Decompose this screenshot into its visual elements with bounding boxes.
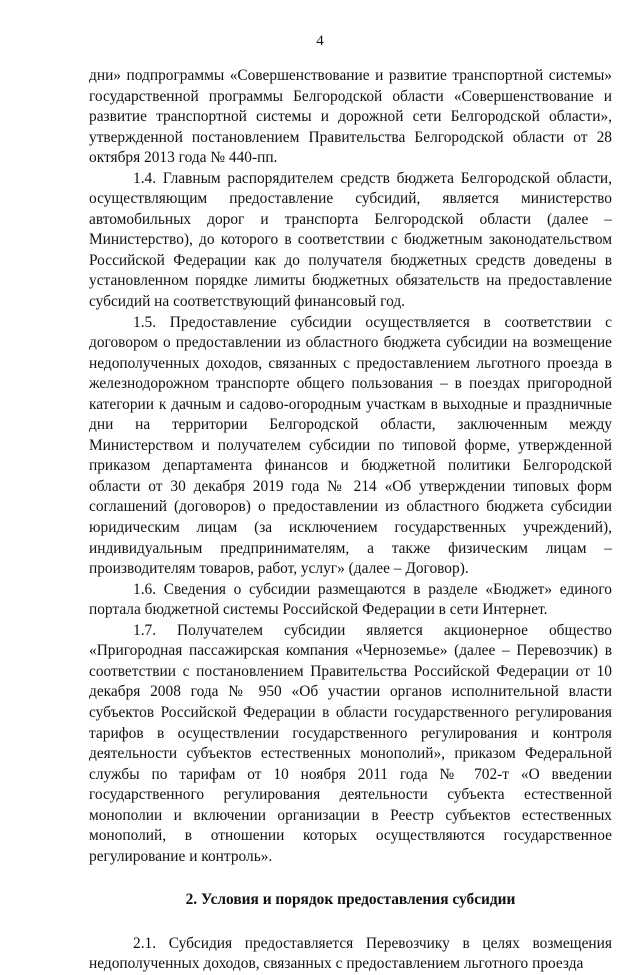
page-number: 4 xyxy=(316,33,324,49)
section-heading: 2. Условия и порядок предоставления субсидии xyxy=(185,891,516,909)
paragraph-1-4: 1.4. Главным распорядителем средств бюджета Белгородской области, осуществляющим предоставление субсидий, является министерство автомобильных дорог и транспорта Белгородской области (далее – Министерство), до которого в соответствии с бюджетным законодательством Российской Федерации как до получателя бюджетных средств доведены в установленном порядке лимиты бюджетных обязательств на предоставление субсидий на соответствующий финансовый год. xyxy=(89,169,612,311)
paragraph-2-1: 2.1. Субсидия предоставляется Перевозчику в целях возмещения недополученных доходов, связанных с предоставлением льготного проезда xyxy=(89,934,612,973)
paragraph-1-5: 1.5. Предоставление субсидии осуществляется в соответствии с договором о предоставлении из областного бюджета субсидии на возмещение недополученных доходов, связанных с предоставлением льготного проезда в железнодорожном транспорте общего пользования – в поездах пригородной категории к дачным и садово-огородным участкам в выходные и праздничные дни на территории Белгородской области, заключенным между Министерством и получателем субсидии по типовой форме, утвержденной приказом департамента финансов и бюджетной политики Белгородской области от 30 декабря 2019 года № 214 «Об утверждении типовых форм соглашений (договоров) о предоставлении из областного бюджета субсидии юридическим лицам (за исключением государственных учреждений), индивидуальным предпринимателям, а также физическим лицам – производителям товаров, работ, услуг» (далее – Договор). xyxy=(89,313,612,578)
paragraph-1-6: 1.6. Сведения о субсидии размещаются в разделе «Бюджет» единого портала бюджетной системы Российской Федерации в сети Интернет. xyxy=(89,580,612,619)
document-body xyxy=(89,66,612,975)
paragraph-continuation: дни» подпрограммы «Совершенствование и развитие транспортной системы» государственной программы Белгородской области «Совершенствование и развитие транспортной системы и дорожной сети Белгородской области», утвержденной постановлением Правительства Белгородской области от 28 октября 2013 года № 440-пп. xyxy=(89,67,612,167)
paragraph-1-7: 1.7. Получателем субсидии является акционерное общество «Пригородная пассажирская компания «Черноземье» (далее – Перевозчик) в соответствии с постановлением Правительства Российской Федерации от 10 декабря 2008 года № 950 «Об участии органов исполнительной власти субъектов Российской Федерации в области государственного регулирования тарифов в осуществлении государственного регулирования и контроля деятельности субъектов естественных монополий», приказом Федеральной службы по тарифам от 10 ноября 2011 года № 702-т «О введении государственного регулирования деятельности субъекта естественной монополии и включении организации в Реестр субъектов естественных монополий, в отношении которых осуществляются государственное регулирование и контроль». xyxy=(89,621,612,865)
